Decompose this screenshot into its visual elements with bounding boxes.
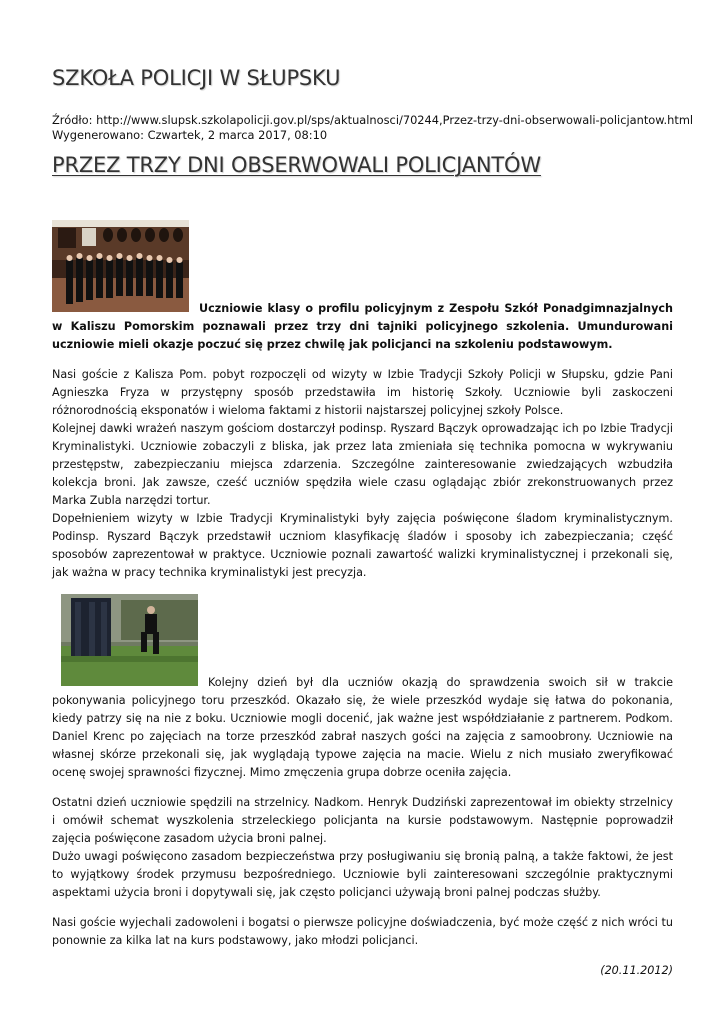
paragraph-2-text: Kolejnej dawki wrażeń naszym gościom dostarczył podinsp. Ryszard Bączyk oprowadzając ich po Izbie Tradycji Kryminalistyki. Uczniowie zobaczyli z bliska, jak przez lata zmieniała się technika pomocna w wykrywaniu przestępstw, zabezpieczaniu miejsca zdarzenia. Szczególne zainteresowanie zwiedzających wzbudziła kolekcja broni. Jak zawsze, cześć uczniów spędziła wiele czasu oglądając zbiór zrekonstruowanych przez Marka Zubla narzędzi tortur. xyxy=(52,422,673,507)
group-photo xyxy=(52,220,189,312)
paragraph-5-text: Ostatni dzień uczniowie spędzili na strzelnicy. Nadkom. Henryk Dudziński zaprezentował im obiekty strzelnicy i omówił schemat wyszkolenia strzeleckiego policjanta na kursie podstawowym. Następnie poprowadził zajęcia poświęcone zasadom użycia broni palnej. xyxy=(52,796,673,845)
paragraph-4-text: Kolejny dzień był dla uczniów okazją do sprawdzenia swoich sił w trakcie pokonywania policyjnego toru przeszkód. Okazało się, że wiele przeszkód wydaje się łatwa do pokonania, kiedy patrzy się na nie z boku. Uczniowie mogli docenić, jak ważne jest współdziałanie z partnerem. Podkom. Daniel Krenc po zajęciach na torze przeszkód zabrał naszych gości na zajęcia z samoobrony. Uczniowie na własnej skórze przekonali się, jak wyglądają typowe zajęcia na macie. Wielu z nich musiało zweryfikować ocenę swojej sprawności fizycznej. Mimo zmęczenia grupa dobrze oceniła zajęcia. xyxy=(52,676,673,779)
obstacle-course-photo xyxy=(61,594,198,686)
article-paragraph xyxy=(52,594,673,782)
generated-line: Wygenerowano: Czwartek, 2 marca 2017, 08:10 xyxy=(52,127,328,142)
article-paragraph xyxy=(52,794,673,902)
article-paragraph xyxy=(52,366,673,582)
paragraph-6-text: Dużo uwagi poświęcono zasadom bezpieczeństwa przy posługiwaniu się bronią palną, a także faktowi, że jest to wyjątkowy środek przymusu bezpośredniego. Uczniowie byli zainteresowani szczególnie praktycznymi aspektami użycia broni i dopytywali się, jak często policjanci używają broni palnej podczas służby. xyxy=(52,850,673,899)
obstacle-course-photo-image xyxy=(61,594,198,686)
site-title: SZKOŁA POLICJI W SŁUPSKU xyxy=(52,66,341,90)
group-photo-image xyxy=(52,220,189,312)
lead-text: Uczniowie klasy o profilu policyjnym z Zespołu Szkół Ponadgimnazjalnych w Kaliszu Pomorskim poznawali przez trzy dni tajniki policyjnego szkolenia. Umundurowani uczniowie mieli okazje poczuć się przez chwilę jak policjanci na szkoleniu podstawowym. xyxy=(52,302,673,351)
article-title: PRZEZ TRZY DNI OBSERWOWALI POLICJANTÓW xyxy=(52,153,541,177)
paragraph-3-text: Dopełnieniem wizyty w Izbie Tradycji Kryminalistyki były zajęcia poświęcone śladom kryminalistycznym. Podinsp. Ryszard Bączyk przedstawił uczniom klasyfikację śladów i sposoby ich zabezpieczania; część sposobów zaprezentował w praktyce. Uczniowie poznali zawartość walizki kryminalistycznej i przekonali się, jak ważna w pracy technika kryminalistyki jest precyzja. xyxy=(52,512,673,579)
paragraph-7-text: Nasi goście wyjechali zadowoleni i bogatsi o pierwsze policyjne doświadczenia, być może część z nich wróci tu ponownie za kilka lat na kurs podstawowy, jako młodzi policjanci. xyxy=(52,916,673,947)
article-lead-paragraph xyxy=(52,220,673,354)
document-meta xyxy=(52,113,693,142)
article-date: (20.11.2012) xyxy=(600,964,673,977)
article-body xyxy=(52,220,673,980)
article-paragraph xyxy=(52,914,673,950)
source-line: Źródło: http://www.slupsk.szkolapolicji.gov.pl/sps/aktualnosci/70244,Przez-trzy-dni-obserwowali-policjantow.html xyxy=(52,113,694,127)
paragraph-1-text: Nasi goście z Kalisza Pom. pobyt rozpoczęli od wizyty w Izbie Tradycji Szkoły Policji w Słupsku, gdzie Pani Agnieszka Fryza w przystępny sposób przedstawiła im historię Szkoły. Uczniowie byli zaskoczeni różnorodnością eksponatów i wieloma faktami z historii najstarszej policyjnej szkoły Polsce. xyxy=(52,368,673,417)
